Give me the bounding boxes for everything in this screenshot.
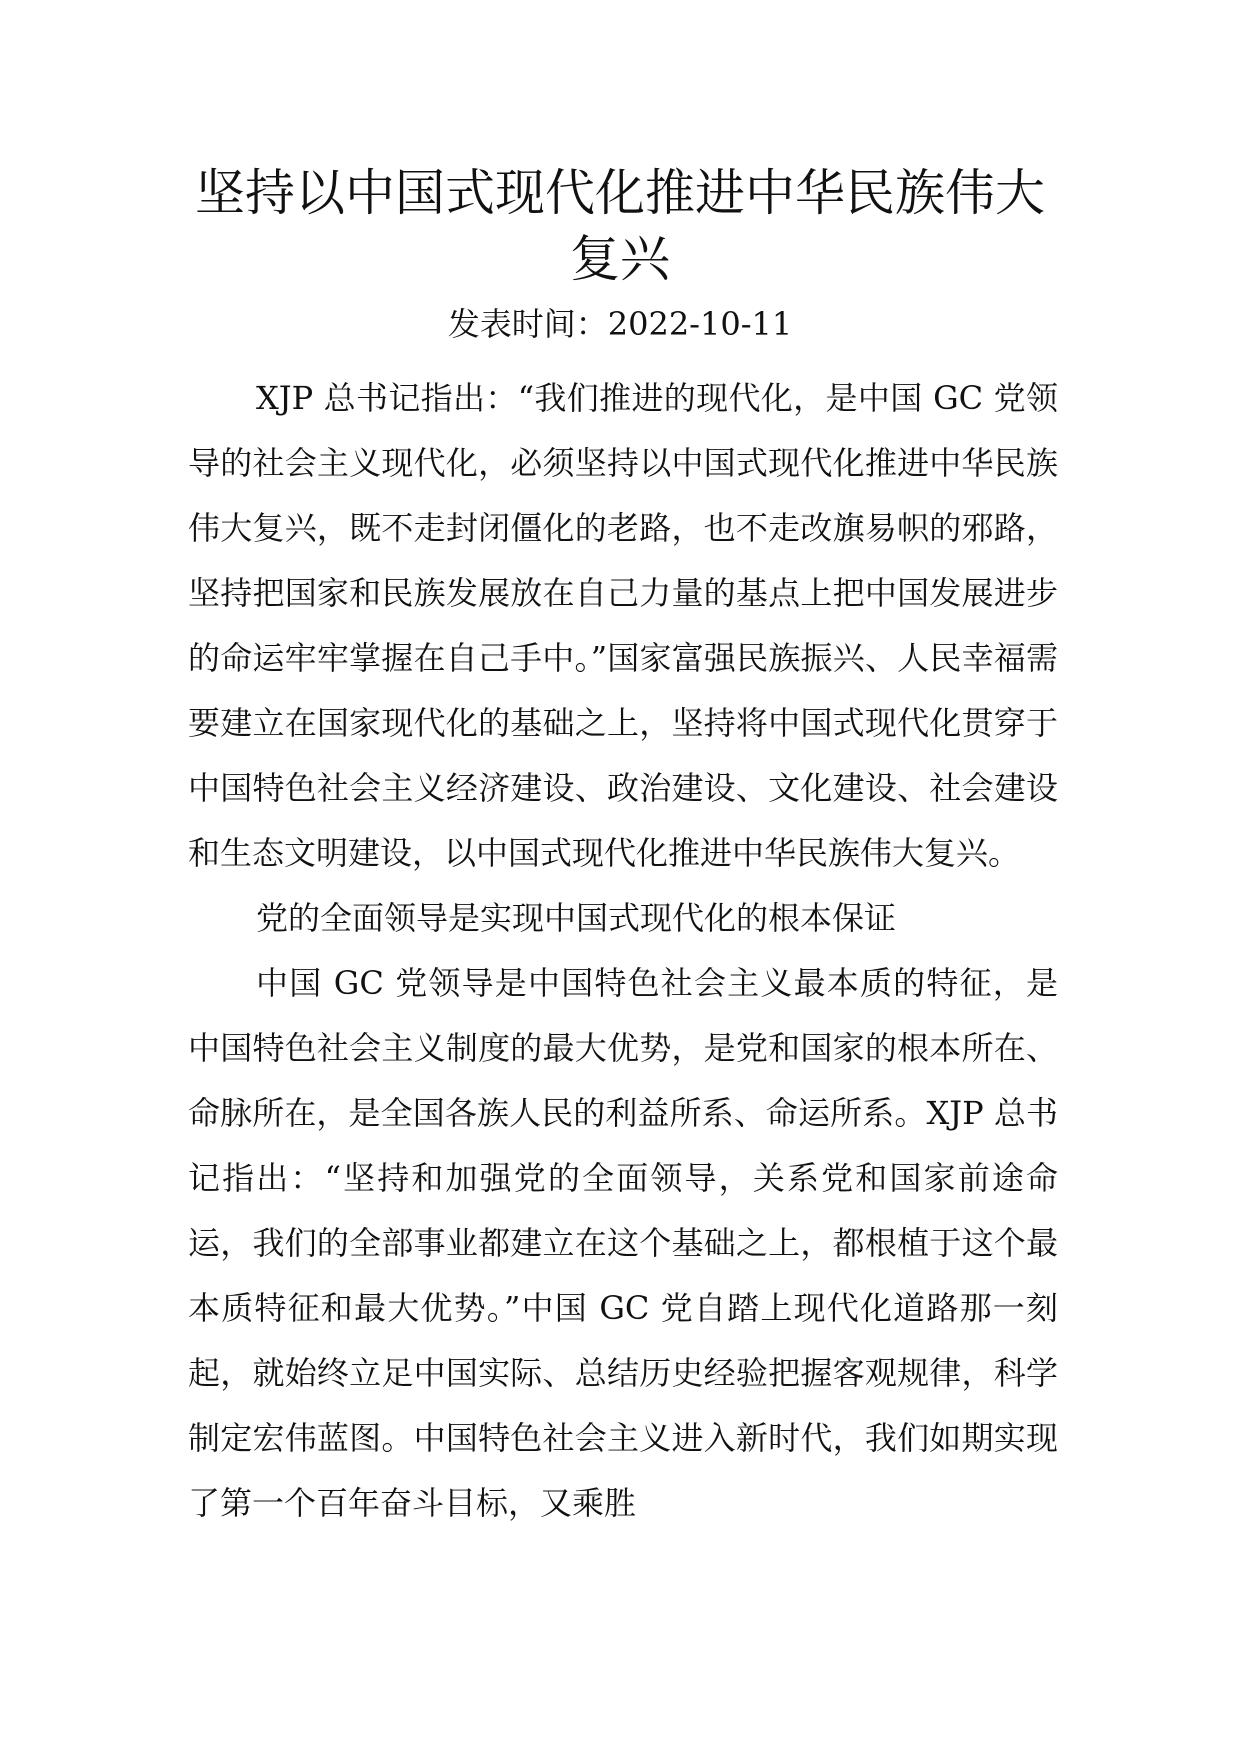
section-heading: 党的全面领导是实现中国式现代化的根本保证 bbox=[256, 899, 897, 937]
article-body bbox=[188, 366, 1058, 1536]
paragraph-leadership: 中国 GC 党领导是中国特色社会主义最本质的特征，是中国特色社会主义制度的最大优势，是党和国家的根本所在、命脉所在，是全国各族人民的利益所系、命运所系。XJP 总书记指出：“坚持和加强党的全面领导，关系党和国家前途命运，我们的全部事业都建立在这个基础之上，都根植于这个最本质特征和最大优势。”中国 GC 党自踏上现代化道路那一刻起，就始终立足中国实际、总结历史经验把握客观规律，科学制定宏伟蓝图。中国特色社会主义进入新时代，我们如期实现了第一个百年奋斗目标，又乘胜 bbox=[188, 964, 1058, 1522]
publish-date: 发表时间：2022-10-11 bbox=[447, 305, 793, 343]
article-title: 坚持以中国式现代化推进中华民族伟大复兴 bbox=[195, 164, 1045, 288]
paragraph-intro: XJP 总书记指出：“我们推进的现代化，是中国 GC 党领导的社会主义现代化，必须坚持以中国式现代化推进中华民族伟大复兴，既不走封闭僵化的老路，也不走改旗易帜的邪路，坚持把国家和民族发展放在自己力量的基点上把中国发展进步的命运牢牢掌握在自己手中。”国家富强民族振兴、人民幸福需要建立在国家现代化的基础之上，坚持将中国式现代化贯穿于中国特色社会主义经济建设、政治建设、文化建设、社会建设和生态文明建设，以中国式现代化推进中华民族伟大复兴。 bbox=[188, 379, 1058, 872]
